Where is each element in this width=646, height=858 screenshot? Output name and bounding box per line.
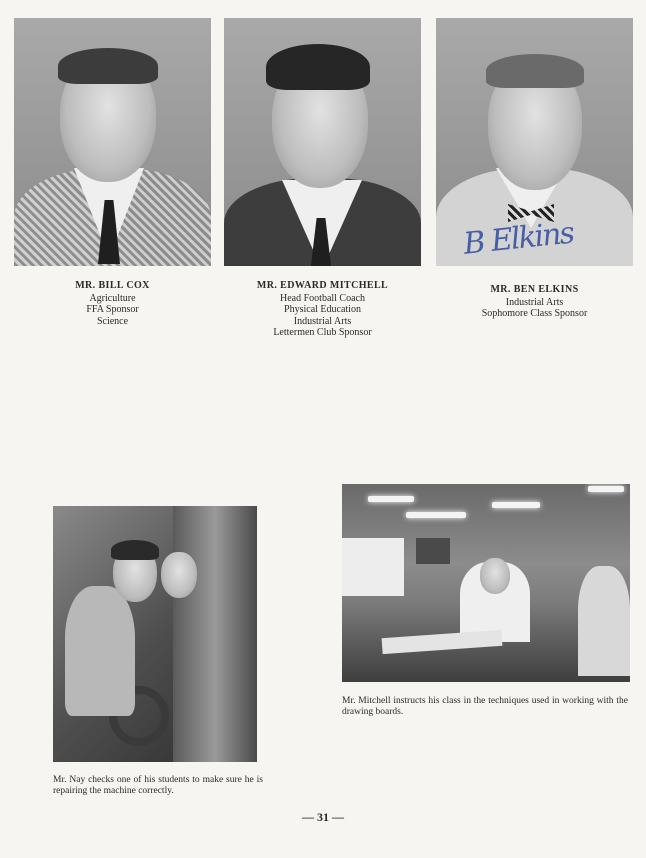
portrait-edward-mitchell	[224, 18, 421, 266]
caption-machine-shop: Mr. Nay checks one of his students to make sure he is repairing the machine correctly.	[53, 775, 263, 796]
faculty-role: Physical Education	[284, 304, 361, 315]
faculty-role: Lettermen Club Sponsor	[273, 327, 372, 338]
caption-edward-mitchell	[224, 280, 421, 339]
faculty-name: MR. BEN ELKINS	[490, 284, 579, 295]
faculty-name: MR. EDWARD MITCHELL	[256, 280, 389, 291]
photo-drawing-class	[342, 484, 630, 682]
portrait-bill-cox	[14, 18, 211, 266]
faculty-role: Industrial Arts	[293, 315, 352, 327]
faculty-role: FFA Sponsor	[86, 304, 139, 315]
caption-bill-cox	[14, 280, 211, 327]
faculty-role: Head Football Coach	[280, 292, 365, 304]
caption-ben-elkins	[436, 284, 633, 320]
faculty-role: Sophomore Class Sponsor	[481, 308, 588, 319]
faculty-role: Science	[96, 315, 129, 327]
photo-machine-shop	[53, 506, 257, 762]
page-number: — 31 —	[302, 810, 344, 824]
portrait-ben-elkins	[436, 18, 633, 266]
caption-drawing-class: Mr. Mitchell instructs his class in the techniques used in working with the drawing boards.	[342, 696, 628, 717]
signature: B Elkins	[461, 215, 575, 262]
faculty-role: Agriculture	[89, 292, 136, 304]
faculty-name: MR. BILL COX	[75, 280, 150, 291]
faculty-role: Industrial Arts	[505, 296, 564, 308]
